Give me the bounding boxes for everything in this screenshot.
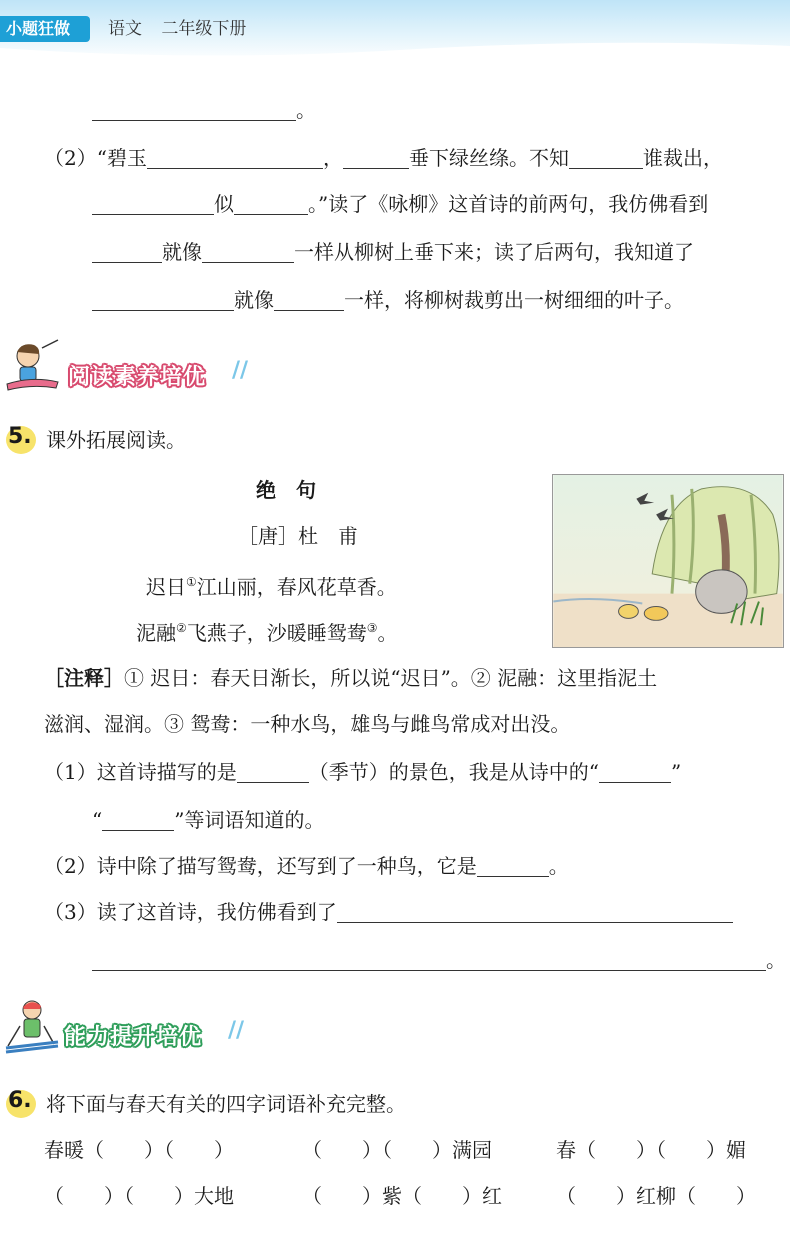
poem-line-2: 泥融②飞燕子，沙暖睡鸳鸯③。 (136, 621, 398, 645)
poem-author: ［唐］杜 甫 (238, 524, 358, 548)
answer-blank[interactable] (337, 901, 733, 923)
q6-row2-item1[interactable]: （ ）（ ）大地 (44, 1184, 234, 1208)
answer-blank[interactable] (92, 289, 234, 311)
section-title: 能力提升培优 (64, 1025, 203, 1050)
header-wave-decoration (0, 40, 790, 62)
poem-title: 绝 句 (256, 478, 316, 502)
child-mascot-icon (2, 338, 62, 394)
decorative-slashes: // (228, 1018, 245, 1043)
q5-sub3-line1: （3）读了这首诗，我仿佛看到了 (44, 898, 733, 926)
q4-2-line4: 就像 一样，将柳树裁剪出一树细细的叶子。 (92, 286, 684, 314)
q5-sub3-line2: 。 (92, 946, 786, 974)
q6-instruction: 将下面与春天有关的四字词语补充完整。 (46, 1092, 406, 1116)
question-number-5: 5. (6, 424, 42, 454)
header-info (108, 16, 260, 42)
answer-blank[interactable] (92, 99, 296, 121)
prev-question-tail: 。 (92, 96, 316, 124)
q5-sub1-line2: “ ”等词语知道的。 (92, 808, 325, 832)
grade-label: 二年级下册 (161, 19, 247, 39)
answer-blank[interactable] (92, 949, 766, 971)
subject-label: 语文 (108, 19, 142, 39)
skier-mascot-icon (2, 996, 62, 1056)
q4-2-line1: （2）“碧玉 ， 垂下绿丝绦。不知 谁裁出， (44, 146, 723, 170)
answer-blank[interactable] (92, 241, 162, 263)
q5-sub2: （2）诗中除了描写鸳鸯，还写到了一种鸟，它是 。 (44, 854, 569, 878)
answer-blank[interactable] (202, 241, 294, 263)
decorative-slashes: // (232, 358, 249, 383)
q4-2-line2: 似 。”读了《咏柳》这首诗的前两句，我仿佛看到 (92, 190, 708, 218)
q5-instruction: 课外拓展阅读。 (46, 428, 186, 452)
answer-blank[interactable] (599, 761, 671, 783)
section-banner-ability (0, 996, 260, 1056)
answer-blank[interactable] (234, 193, 308, 215)
answer-blank[interactable] (477, 855, 549, 877)
q4-2-line3: 就像 一样从柳树上垂下来；读了后两句，我知道了 (92, 238, 694, 266)
answer-blank[interactable] (102, 809, 174, 831)
q6-row2-item2[interactable]: （ ）紫（ ）红 (302, 1184, 502, 1208)
answer-blank[interactable] (274, 289, 344, 311)
q6-row2-item3[interactable]: （ ）红柳（ ） (556, 1184, 756, 1208)
section-title: 阅读素养培优 (68, 365, 207, 390)
answer-blank[interactable] (343, 147, 409, 169)
answer-blank[interactable] (92, 193, 214, 215)
q5-sub1-line1: （1）这首诗描写的是 （季节）的景色，我是从诗中的“ ” (44, 760, 682, 784)
q6-row1-item2[interactable]: （ ）（ ）满园 (302, 1138, 492, 1162)
answer-blank[interactable] (237, 761, 309, 783)
spring-willow-illustration (552, 474, 784, 648)
series-badge: 小题狂做 (0, 16, 90, 42)
q6-row1-item1[interactable]: 春暖（ ）（ ） (44, 1138, 234, 1162)
poem-line-1: 迟日①江山丽，春风花草香。 (146, 575, 397, 599)
poem-notes-line1: ［注释］① 迟日：春天日渐长，所以说“迟日”。② 泥融：这里指泥土 (44, 666, 658, 690)
page-header (0, 0, 790, 62)
q6-row1-item3[interactable]: 春（ ）（ ）媚 (556, 1138, 746, 1162)
answer-blank[interactable] (569, 147, 643, 169)
question-number-6: 6. (6, 1088, 42, 1118)
poem-notes-line2: 滋润、湿润。③ 鸳鸯：一种水鸟，雄鸟与雌鸟常成对出没。 (44, 712, 571, 736)
answer-blank[interactable] (147, 147, 323, 169)
section-banner-reading (0, 338, 260, 394)
